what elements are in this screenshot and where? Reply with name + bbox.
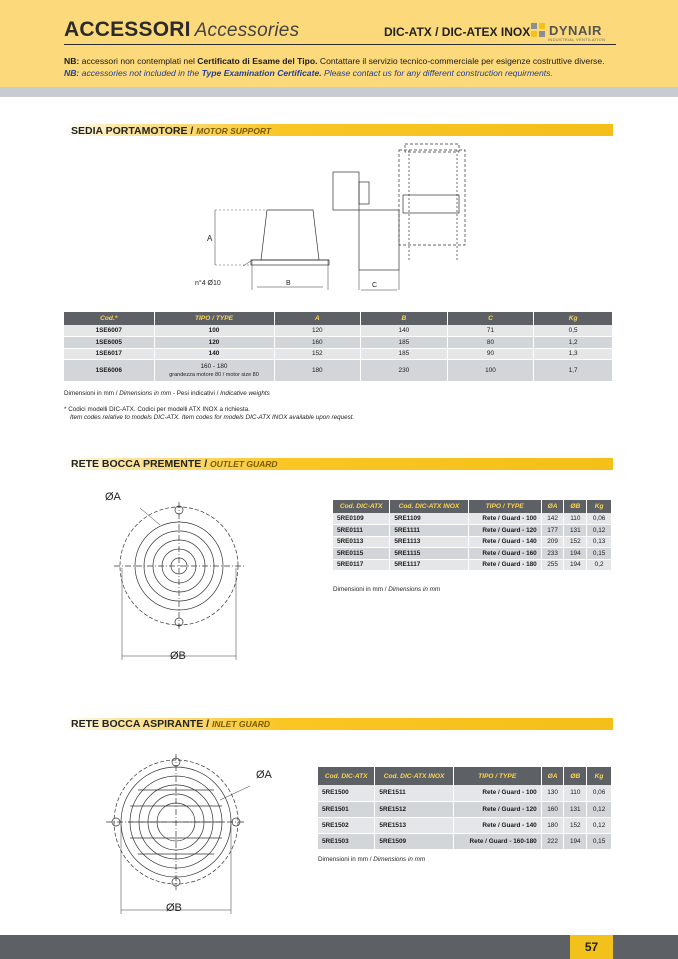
col-header: Cod.* xyxy=(64,312,154,325)
col-header: Kg xyxy=(587,767,612,785)
col-header: B xyxy=(361,312,448,325)
motor-footnote: * Codici modelli DIC-ATX. Codici per modelli ATX INOX a richiesta. Item codes relative to models DIC-ATX. Item codes for models DIC-ATX INOX available upon request. xyxy=(64,406,355,421)
table-row: 1SE6006 160 - 180 grandezza motore 80 / motor size 80 180 230 100 1,7 xyxy=(64,360,613,382)
col-header: Cod. DIC-ATX xyxy=(333,500,390,513)
outlet-guard-table xyxy=(333,500,612,571)
model-name: DIC-ATX / DIC-ATEX INOX xyxy=(384,25,531,39)
inlet-guard-table xyxy=(318,767,612,850)
col-header: Cod. DIC-ATX INOX xyxy=(390,500,468,513)
motor-dimensions-note: Dimensioni in mm / Dimensions in mm - Pesi indicativi / Indicative weights xyxy=(64,390,270,397)
col-header: Cod. DIC-ATX INOX xyxy=(375,767,453,785)
inlet-dimensions-note: Dimensioni in mm / Dimensions in mm xyxy=(318,856,426,863)
col-header: ØB xyxy=(564,500,587,513)
table-row: 1SE6005 120 160 185 80 1,2 xyxy=(64,337,613,349)
table-row: 5RE1502 5RE1513 Rete / Guard - 140 180 152 0,12 xyxy=(318,817,612,833)
note-italian: NB: accessori non contemplati nel Certificato di Esame del Tipo. Contattare il servizio tecnico-commerciale per esigenze costruttive diverse. xyxy=(64,56,605,66)
table-row: 5RE0115 5RE1115 Rete / Guard - 160 233 194 0,15 xyxy=(333,548,612,560)
table-row: 5RE1501 5RE1512 Rete / Guard - 120 160 131 0,12 xyxy=(318,801,612,817)
inlet-guard-drawing xyxy=(100,740,300,920)
motor-support-table xyxy=(64,312,613,382)
label-diameter-b: ØB xyxy=(166,902,182,914)
header-divider xyxy=(0,87,678,97)
col-header: TIPO / TYPE xyxy=(468,500,541,513)
label-diameter-b: ØB xyxy=(170,650,186,662)
table-row: 5RE1503 5RE1509 Rete / Guard - 160-180 222 194 0,15 xyxy=(318,833,612,849)
outlet-dimensions-note: Dimensioni in mm / Dimensions in mm xyxy=(333,586,441,593)
brand-logo xyxy=(530,22,602,38)
table-row: 5RE0111 5RE1111 Rete / Guard - 120 177 131 0,12 xyxy=(333,525,612,537)
label-diameter-a: ØA xyxy=(105,491,121,503)
title-underline xyxy=(64,44,616,45)
page-title-it: ACCESSORI xyxy=(64,18,191,41)
note-block xyxy=(64,55,634,79)
table-row: 5RE0109 5RE1109 Rete / Guard - 100 142 110 0,06 xyxy=(333,513,612,525)
page-number: 57 xyxy=(570,935,613,959)
note-english: NB: accessories not included in the Type Examination Certificate. Please contact us for any different construction requirments. xyxy=(64,68,553,78)
fan-logo-icon xyxy=(530,22,546,38)
table-row: 5RE0117 5RE1117 Rete / Guard - 180 255 194 0,2 xyxy=(333,559,612,571)
table-row: 5RE0113 5RE1113 Rete / Guard - 140 209 152 0,13 xyxy=(333,536,612,548)
col-header: ØA xyxy=(541,500,564,513)
brand-name: DYNAIR xyxy=(549,22,602,38)
col-header: TIPO / TYPE xyxy=(154,312,274,325)
label-c: C xyxy=(372,282,378,289)
col-header: ØA xyxy=(541,767,564,785)
label-a: A xyxy=(207,234,213,243)
section-title-inlet: RETE BOCCA ASPIRANTE / INLET GUARD xyxy=(71,718,271,730)
page-title-en: Accessories xyxy=(194,20,300,41)
label-diameter-a: ØA xyxy=(256,769,272,781)
section-title-motor: SEDIA PORTAMOTORE / MOTOR SUPPORT xyxy=(71,125,272,137)
col-header: TIPO / TYPE xyxy=(453,767,541,785)
col-header: ØB xyxy=(564,767,587,785)
table-row: 1SE6007 100 120 140 71 0,5 xyxy=(64,325,613,337)
section-title-outlet: RETE BOCCA PREMENTE / OUTLET GUARD xyxy=(71,458,278,470)
label-b: B xyxy=(286,280,291,287)
table-row: 1SE6017 140 152 185 90 1,3 xyxy=(64,348,613,360)
col-header: Kg xyxy=(587,500,612,513)
table-row: 5RE1500 5RE1511 Rete / Guard - 100 130 110 0,06 xyxy=(318,785,612,801)
col-header: Kg xyxy=(534,312,613,325)
page-title xyxy=(64,18,299,42)
brand-tagline: INDUSTRIAL VENTILATION xyxy=(548,37,606,42)
col-header: C xyxy=(447,312,534,325)
outlet-guard-drawing xyxy=(100,480,280,670)
col-header: Cod. DIC-ATX xyxy=(318,767,375,785)
motor-support-drawing xyxy=(195,140,475,300)
label-holes: n°4 Ø10 xyxy=(195,280,221,287)
col-header: A xyxy=(274,312,361,325)
